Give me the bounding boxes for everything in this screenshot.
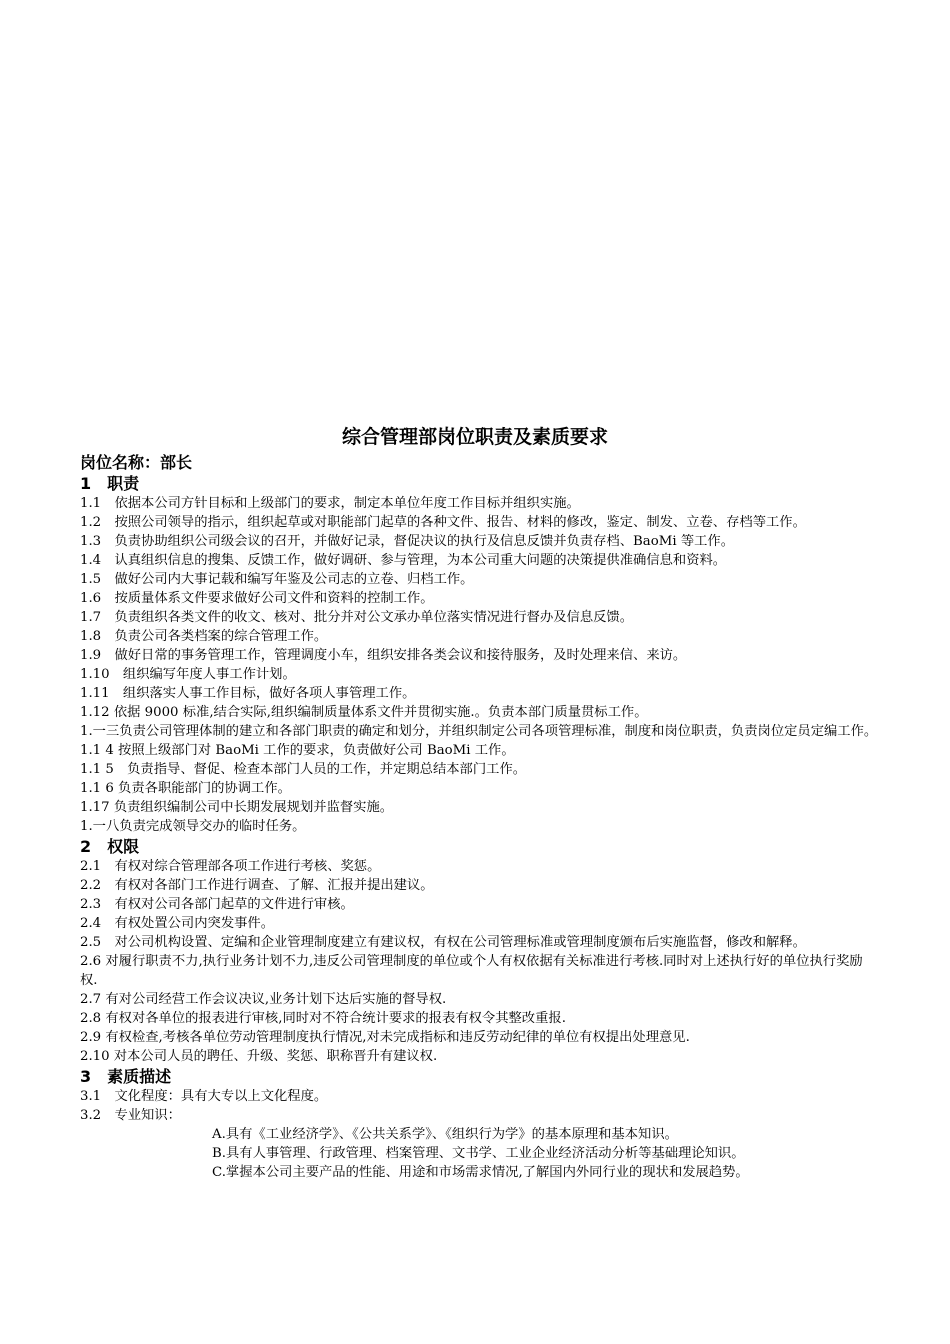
post-name: 岗位名称：部长 <box>80 453 193 472</box>
list-item: 2.1 有权对综合管理部各项工作进行考核、奖惩。 <box>80 859 381 874</box>
list-item: 1.12 依据 9000 标准,结合实际,组织编制质量体系文件并贯彻实施.。负责本部门质量贯标工作。 <box>80 705 648 720</box>
list-item: 2.4 有权处置公司内突发事件。 <box>80 916 275 931</box>
knowledge-sublist <box>80 1125 880 1182</box>
section-heading-qualifications: 3 素质描述 <box>80 1067 172 1086</box>
list-item: 1.2 按照公司领导的指示，组织起草或对职能部门起草的各种文件、报告、材料的修改，鉴定、制发、立卷、存档等工作。 <box>80 515 806 530</box>
list-item: 1.1 6 负责各职能部门的协调工作。 <box>80 781 291 796</box>
list-item: 2.5 对公司机构设置、定编和企业管理制度建立有建议权，有权在公司管理标准或管理制度颁布后实施监督，修改和解释。 <box>80 935 806 950</box>
list-item: 1.8 负责公司各类档案的综合管理工作。 <box>80 629 328 644</box>
duties-list <box>80 494 880 836</box>
list-item: 1.17 负责组织编制公司中长期发展规划并监督实施。 <box>80 800 394 815</box>
qualifications-list <box>80 1087 880 1182</box>
list-item: 1.5 做好公司内大事记载和编写年鉴及公司志的立卷、归档工作。 <box>80 572 474 587</box>
list-item: 1.6 按质量体系文件要求做好公司文件和资料的控制工作。 <box>80 591 434 606</box>
list-item: 1.一八负责完成领导交办的临时任务。 <box>80 819 306 834</box>
list-item: 2.8 有权对各单位的报表进行审核,同时对不符合统计要求的报表有权令其整改重报. <box>80 1011 566 1026</box>
document-body <box>80 452 880 1182</box>
list-item: 1.9 做好日常的事务管理工作，管理调度小车，组织安排各类会议和接待服务，及时处理来信、来访。 <box>80 648 687 663</box>
knowledge-item: A.具有《工业经济学》、《公共关系学》、《组织行为学》的基本原理和基本知识。 <box>212 1127 678 1142</box>
list-item: 1.3 负责协助组织公司级会议的召开，并做好记录，督促决议的执行及信息反馈并负责存档、BaoMi 等工作。 <box>80 534 735 549</box>
list-item: 1.7 负责组织各类文件的收文、核对、批分并对公文承办单位落实情况进行督办及信息反馈。 <box>80 610 634 625</box>
list-item: 1.1 4 按照上级部门对 BaoMi 工作的要求，负责做好公司 BaoMi 工作。 <box>80 743 515 758</box>
authority-list <box>80 857 880 1066</box>
list-item: 1.1 依据本公司方针目标和上级部门的要求，制定本单位年度工作目标并组织实施。 <box>80 496 580 511</box>
knowledge-item: B.具有人事管理、行政管理、档案管理、文书学、工业企业经济活动分析等基础理论知识。 <box>212 1146 745 1161</box>
list-item: 1.11 组织落实人事工作目标，做好各项人事管理工作。 <box>80 686 416 701</box>
list-item: 3.2 专业知识： <box>80 1108 181 1123</box>
list-item: 1.4 认真组织信息的搜集、反馈工作，做好调研、参与管理，为本公司重大问题的决策提供准确信息和资料。 <box>80 553 727 568</box>
section-heading-authority: 2 权限 <box>80 837 140 856</box>
list-item: 2.2 有权对各部门工作进行调查、了解、汇报并提出建议。 <box>80 878 434 893</box>
list-item: 1.10 组织编写年度人事工作计划。 <box>80 667 296 682</box>
list-item: 3.1 文化程度：具有大专以上文化程度。 <box>80 1089 328 1104</box>
list-item: 1.1 5 负责指导、督促、检查本部门人员的工作，并定期总结本部门工作。 <box>80 762 527 777</box>
list-item: 2.6 对履行职责不力,执行业务计划不力,违反公司管理制度的单位或个人有权依据有关标准进行考核.同时对上述执行好的单位执行奖励权. <box>80 954 863 988</box>
list-item: 2.10 对本公司人员的聘任、升级、奖惩、职称晋升有建议权. <box>80 1049 438 1064</box>
list-item: 2.9 有权检查,考核各单位劳动管理制度执行情况,对未完成指标和违反劳动纪律的单位有权提出处理意见. <box>80 1030 690 1045</box>
knowledge-item: C.掌握本公司主要产品的性能、用途和市场需求情况,了解国内外同行业的现状和发展趋势。 <box>212 1165 749 1180</box>
section-heading-duties: 1 职责 <box>80 474 140 493</box>
list-item: 1.一三负责公司管理体制的建立和各部门职责的确定和划分，并组织制定公司各项管理标准，制度和岗位职责，负责岗位定员定编工作。 <box>80 724 878 739</box>
list-item: 2.3 有权对公司各部门起草的文件进行审核。 <box>80 897 354 912</box>
document-title: 综合管理部岗位职责及素质要求 <box>341 426 608 448</box>
list-item: 2.7 有对公司经营工作会议决议,业务计划下达后实施的督导权. <box>80 992 447 1007</box>
